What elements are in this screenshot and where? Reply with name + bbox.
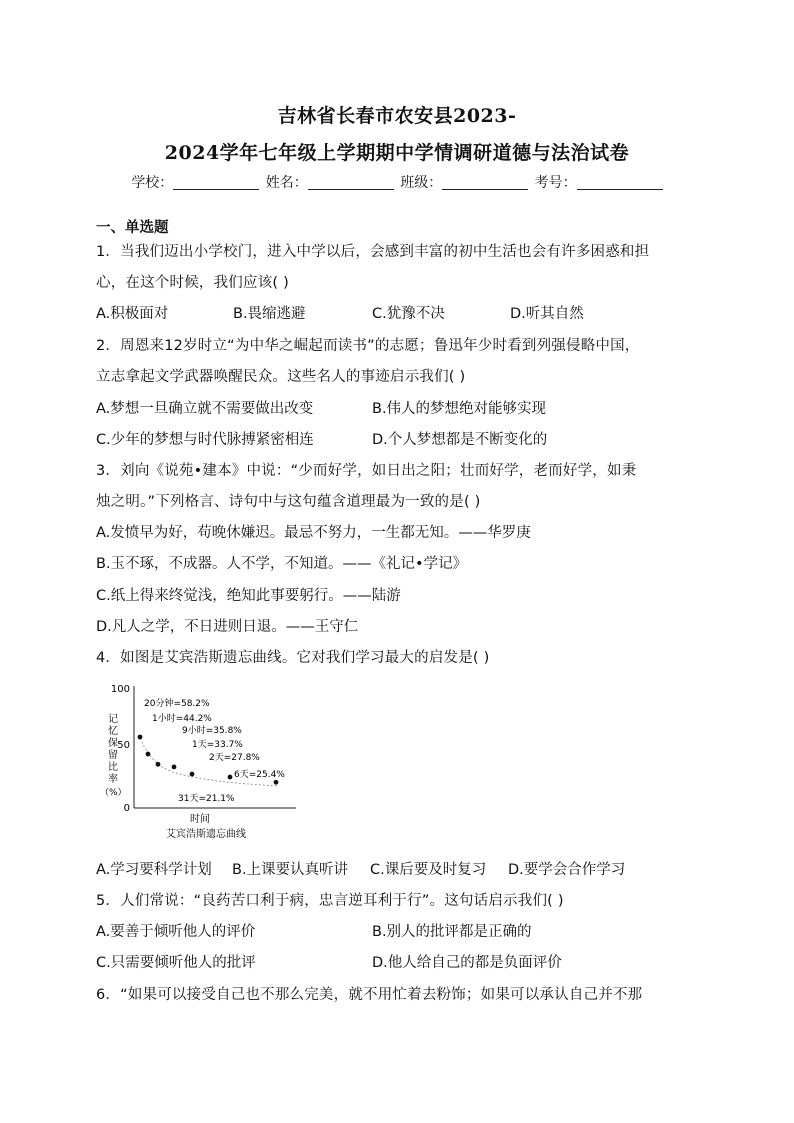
data-point	[172, 764, 177, 769]
y-label-char-2: 忆	[108, 726, 118, 737]
y-label-char-1: 记	[108, 714, 118, 725]
data-point	[146, 752, 151, 757]
data-point	[138, 735, 143, 740]
y-label-char-4: 留	[108, 750, 118, 761]
y-unit-label: （%）	[100, 788, 127, 798]
school-label: 学校：	[131, 175, 174, 191]
question-3-option-a: A.发愤早为好，苟晚休嫌迟。最忌不努力，一生都无知。——华罗庚	[96, 525, 531, 541]
student-info-row	[0, 172, 794, 192]
question-5-option-b: B.别人的批评都是正确的	[372, 924, 532, 940]
question-1-option-a: A.积极面对	[96, 306, 169, 322]
data-point-label: 1天=33.7%	[192, 740, 243, 750]
question-5-option-d: D.他人给自己的都是负面评价	[372, 955, 562, 971]
class-blank	[442, 176, 528, 190]
question-4-option-b: B.上课要认真听讲	[232, 862, 349, 878]
data-point-label: 2天=27.8%	[209, 753, 260, 763]
question-2-option-a: A.梦想一旦确立就不需要做出改变	[96, 401, 314, 417]
school-blank	[173, 176, 259, 190]
question-2-option-c: C.少年的梦想与时代脉搏紧密相连	[96, 432, 314, 448]
question-3-option-b: B.玉不琢，不成器。人不学，不知道。——《礼记•学记》	[96, 556, 468, 572]
name-label: 姓名：	[265, 175, 308, 191]
data-point-label: 6天=25.4%	[234, 770, 285, 780]
question-1-option-c: C.犹豫不决	[372, 306, 445, 322]
exam-no-label: 考号：	[534, 175, 577, 191]
x-axis-label: 时间	[190, 814, 210, 825]
class-label: 班级：	[400, 175, 443, 191]
question-4-line-1: 4．如图是艾宾浩斯遗忘曲线。它对我们学习最大的启发是( )	[96, 650, 490, 666]
question-2-option-b: B.伟人的梦想绝对能够实现	[372, 401, 547, 417]
data-point-label: 9小时=35.8%	[182, 726, 242, 736]
question-5-line-1: 5．人们常说：“良药苦口利于病，忠言逆耳利于行”。这句话启示我们( )	[96, 893, 564, 909]
question-2-option-d: D.个人梦想都是不断变化的	[372, 432, 548, 448]
question-3-option-d: D.凡人之学，不日进则日退。——王守仁	[96, 619, 359, 635]
name-blank	[308, 176, 394, 190]
data-point	[156, 762, 161, 767]
question-3-option-c: C.纸上得来终觉浅，绝知此事要躬行。——陆游	[96, 588, 401, 604]
question-2-line-1: 2．周恩来12岁时立“为中华之崛起而读书”的志愿；鲁迅年少时看到列强侵略中国，	[96, 338, 640, 354]
exam-no-blank	[577, 176, 663, 190]
figure-caption: 艾宾浩斯遗忘曲线	[166, 829, 246, 840]
y-label-char-3: 保	[108, 738, 118, 749]
question-6-line-1: 6．“如果可以接受自己也不那么完美，就不用忙着去粉饰；如果可以承认自己并不那	[96, 987, 643, 1003]
question-3-line-1: 3．刘向《说苑•建本》中说：“少而好学，如日出之阳；壮而好学，老而好学，如秉	[96, 463, 637, 479]
section-title: 一、单选题	[96, 220, 169, 236]
question-5-option-c: C.只需要倾听他人的批评	[96, 955, 256, 971]
question-1-option-d: D.听其自然	[510, 306, 584, 322]
y-label-char-6: 率	[108, 774, 118, 785]
data-point	[190, 772, 195, 777]
question-4-option-d: D.要学会合作学习	[508, 862, 626, 878]
question-3-line-2: 烛之明。”下列格言、诗句中与这句蕴含道理最为一致的是( )	[96, 494, 481, 510]
y-tick-0: 0	[123, 803, 130, 814]
data-point	[228, 775, 233, 780]
question-1-line-1: 1．当我们迈出小学校门，进入中学以后，会感到丰富的初中生活也会有许多困惑和担	[96, 244, 650, 260]
forgetting-curve-figure	[96, 674, 306, 844]
question-4-option-a: A.学习要科学计划	[96, 862, 212, 878]
data-point	[274, 780, 279, 785]
question-1-option-b: B.畏缩逃避	[233, 306, 306, 322]
data-point-label: 20分钟=58.2%	[144, 699, 210, 709]
data-point-label: 1小时=44.2%	[152, 714, 212, 724]
y-tick-100: 100	[110, 684, 130, 695]
forgetting-curve-chart	[96, 674, 306, 844]
exam-title-line2: 2024学年七年级上学期期中学情调研道德与法治试卷	[164, 142, 630, 164]
question-5-option-a: A.要善于倾听他人的评价	[96, 924, 256, 940]
question-4-option-c: C.课后要及时复习	[370, 862, 487, 878]
question-1-line-2: 心，在这个时候，我们应该( )	[96, 275, 289, 291]
question-2-line-2: 立志拿起文学武器唤醒民众。这些名人的事迹启示我们( )	[96, 369, 466, 385]
y-tick-50: 50	[117, 740, 130, 751]
data-point-label: 31天=21.1%	[178, 794, 235, 804]
exam-title-line1: 吉林省长春市农安县2023-	[277, 105, 517, 127]
y-label-char-5: 比	[108, 762, 118, 773]
